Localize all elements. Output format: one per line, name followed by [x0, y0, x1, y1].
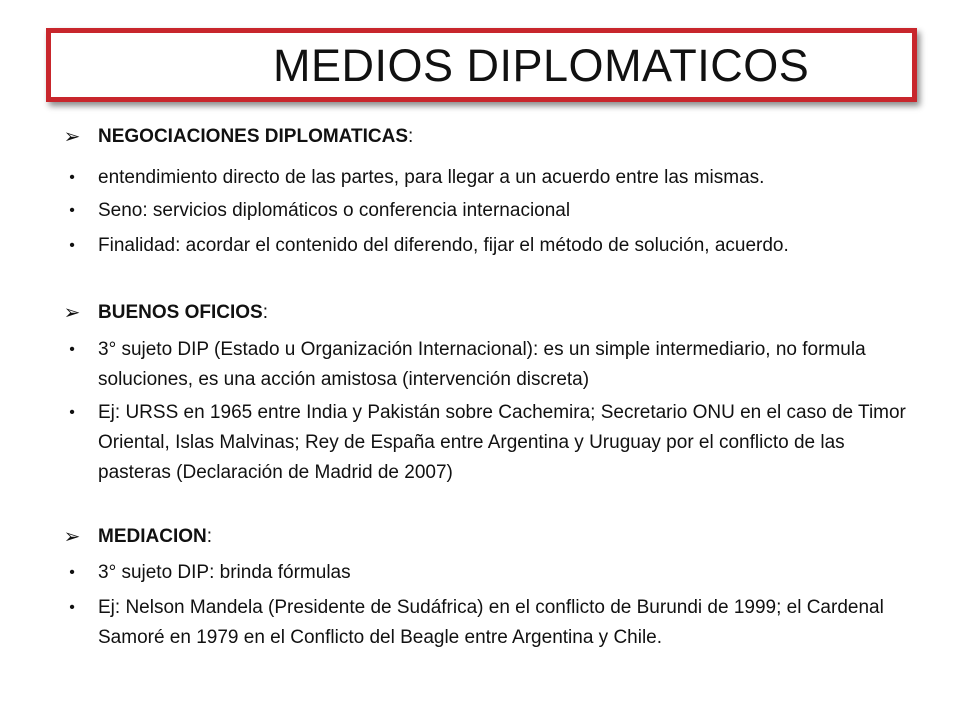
bullet-item [69, 558, 918, 588]
arrowhead-bullet-icon: ➢ [63, 126, 81, 148]
section-heading-buenos-oficios [63, 298, 918, 328]
dot-bullet-icon: • [69, 599, 75, 616]
section-heading-text: NEGOCIACIONES DIPLOMATICAS [98, 126, 408, 147]
section-heading-mediacion [63, 522, 918, 552]
heading-colon: : [408, 126, 414, 147]
section-heading-text: MEDIACION [98, 526, 207, 547]
bullet-text: 3° sujeto DIP (Estado u Organización Internacional): es un simple intermediario, no formula soluciones, es una acción amistosa (intervención discreta) [98, 339, 866, 390]
bullet-text: entendimiento directo de las partes, para llegar a un acuerdo entre las mismas. [98, 167, 765, 188]
bullet-item [69, 593, 918, 653]
bullet-text: Ej: Nelson Mandela (Presidente de Sudáfrica) en el conflicto de Burundi de 1999; el Cardenal Samoré en 1979 en el Conflicto del Beagle entre Argentina y Chile. [98, 597, 884, 648]
section-heading-negociaciones [63, 122, 918, 152]
bullet-text: Seno: servicios diplomáticos o conferencia internacional [98, 200, 571, 221]
arrowhead-bullet-icon: ➢ [63, 526, 81, 548]
dot-bullet-icon: • [69, 404, 75, 421]
bullet-item [69, 231, 918, 261]
heading-colon: : [262, 302, 268, 323]
bullet-text: 3° sujeto DIP: brinda fórmulas [98, 562, 351, 583]
dot-bullet-icon: • [69, 202, 75, 219]
dot-bullet-icon: • [69, 341, 75, 358]
heading-colon: : [206, 526, 213, 547]
bullet-item [69, 335, 918, 395]
dot-bullet-icon: • [69, 237, 75, 254]
bullet-item [69, 196, 918, 226]
bullet-text: Finalidad: acordar el contenido del diferendo, fijar el método de solución, acuerdo. [98, 235, 789, 256]
slide-title: MEDIOS DIPLOMATICOS [273, 40, 810, 91]
bullet-text: Ej: URSS en 1965 entre India y Pakistán sobre Cachemira; Secretario ONU en el caso de Timor Oriental, Islas Malvinas; Rey de España entre Argentina y Uruguay por el conflicto de las pasteras (Declaración de Madrid de 2007) [98, 402, 906, 483]
dot-bullet-icon: • [69, 564, 75, 581]
dot-bullet-icon: • [69, 169, 75, 186]
bullet-item [69, 163, 918, 193]
section-heading-text: BUENOS OFICIOS [98, 302, 263, 323]
arrowhead-bullet-icon: ➢ [63, 302, 81, 324]
bullet-item [69, 398, 918, 488]
